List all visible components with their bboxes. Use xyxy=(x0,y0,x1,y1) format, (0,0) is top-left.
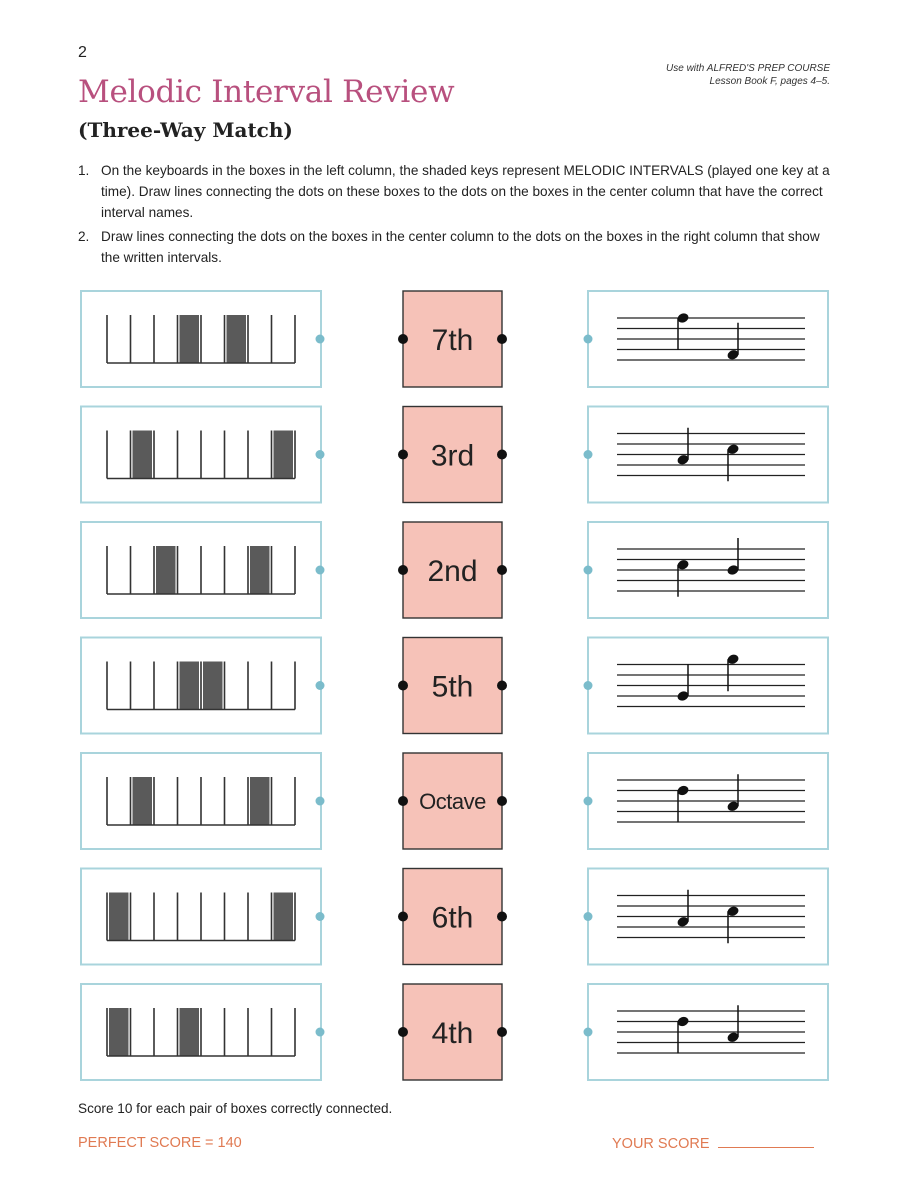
shaded-key xyxy=(133,777,153,825)
match-row xyxy=(81,291,828,387)
staff-connect-dot[interactable] xyxy=(584,797,593,806)
interval-name-label: 2nd xyxy=(427,555,478,588)
interval-left-dot[interactable] xyxy=(398,1027,408,1037)
page-number: 2 xyxy=(78,44,87,61)
interval-left-dot[interactable] xyxy=(398,565,408,575)
page-title: Melodic Interval Review xyxy=(78,74,455,110)
interval-name-label: 7th xyxy=(431,324,474,357)
score-note: Score 10 for each pair of boxes correctly connected. xyxy=(78,1101,393,1116)
shaded-key xyxy=(274,893,294,941)
match-row xyxy=(81,869,828,965)
shaded-key xyxy=(109,893,129,941)
staff-connect-dot[interactable] xyxy=(584,566,593,575)
staff-connect-dot[interactable] xyxy=(584,450,593,459)
interval-right-dot[interactable] xyxy=(497,334,507,344)
interval-right-dot[interactable] xyxy=(497,796,507,806)
interval-name-label: 5th xyxy=(431,670,474,704)
shaded-key xyxy=(109,1008,129,1056)
shaded-key xyxy=(156,546,176,594)
keyboard-connect-dot[interactable] xyxy=(316,335,325,344)
keyboard-connect-dot[interactable] xyxy=(316,912,325,921)
match-row xyxy=(81,984,828,1080)
keyboard-connect-dot[interactable] xyxy=(316,681,325,690)
match-row xyxy=(81,407,828,503)
keyboard-connect-dot[interactable] xyxy=(316,797,325,806)
shaded-key xyxy=(250,777,270,825)
interval-right-dot[interactable] xyxy=(497,912,507,922)
instruction-number: 1. xyxy=(78,163,90,178)
shaded-key xyxy=(227,315,247,363)
interval-right-dot[interactable] xyxy=(497,681,507,691)
keyboard-connect-dot[interactable] xyxy=(316,450,325,459)
interval-left-dot[interactable] xyxy=(398,334,408,344)
interval-left-dot[interactable] xyxy=(398,912,408,922)
keyboard-connect-dot[interactable] xyxy=(316,566,325,575)
instruction-number: 2. xyxy=(78,229,90,244)
staff-connect-dot[interactable] xyxy=(584,912,593,921)
interval-right-dot[interactable] xyxy=(497,1027,507,1037)
source-line-1: Use with ALFRED'S PREP COURSE xyxy=(666,63,830,74)
your-score-label: YOUR SCORE xyxy=(612,1136,710,1152)
page-subtitle: (Three-Way Match) xyxy=(78,118,293,142)
match-row xyxy=(81,638,828,734)
shaded-key xyxy=(180,662,200,710)
perfect-score: PERFECT SCORE = 140 xyxy=(78,1135,242,1151)
interval-left-dot[interactable] xyxy=(398,796,408,806)
instruction-text: On the keyboards in the boxes in the left column, the shaded keys represent MELODIC INTERVALS (played one key at a time). Draw lines connecting the dots on these boxes to the dots on the boxes in the center column that have the correct interval names. xyxy=(101,163,830,220)
interval-right-dot[interactable] xyxy=(497,565,507,575)
your-score xyxy=(612,1133,814,1152)
shaded-key xyxy=(250,546,270,594)
your-score-blank[interactable] xyxy=(718,1133,814,1148)
shaded-key xyxy=(180,315,200,363)
shaded-key xyxy=(133,431,153,479)
interval-right-dot[interactable] xyxy=(497,450,507,460)
match-row xyxy=(81,753,828,849)
interval-name-label: 3rd xyxy=(430,439,475,473)
staff-connect-dot[interactable] xyxy=(584,681,593,690)
instruction-text: Draw lines connecting the dots on the boxes in the center column to the dots on the boxes in the right column that show the written intervals. xyxy=(101,229,820,265)
shaded-key xyxy=(180,1008,200,1056)
source-line-2: Lesson Book F, pages 4–5. xyxy=(709,76,830,87)
interval-name-label: 6th xyxy=(431,901,474,935)
staff-connect-dot[interactable] xyxy=(584,335,593,344)
staff-connect-dot[interactable] xyxy=(584,1028,593,1037)
interval-name-label: 4th xyxy=(431,1017,474,1050)
interval-left-dot[interactable] xyxy=(398,681,408,691)
shaded-key xyxy=(203,662,223,710)
match-row xyxy=(81,522,828,618)
keyboard-connect-dot[interactable] xyxy=(316,1028,325,1037)
shaded-key xyxy=(274,431,294,479)
interval-left-dot[interactable] xyxy=(398,450,408,460)
interval-name-label: Octave xyxy=(419,789,486,814)
